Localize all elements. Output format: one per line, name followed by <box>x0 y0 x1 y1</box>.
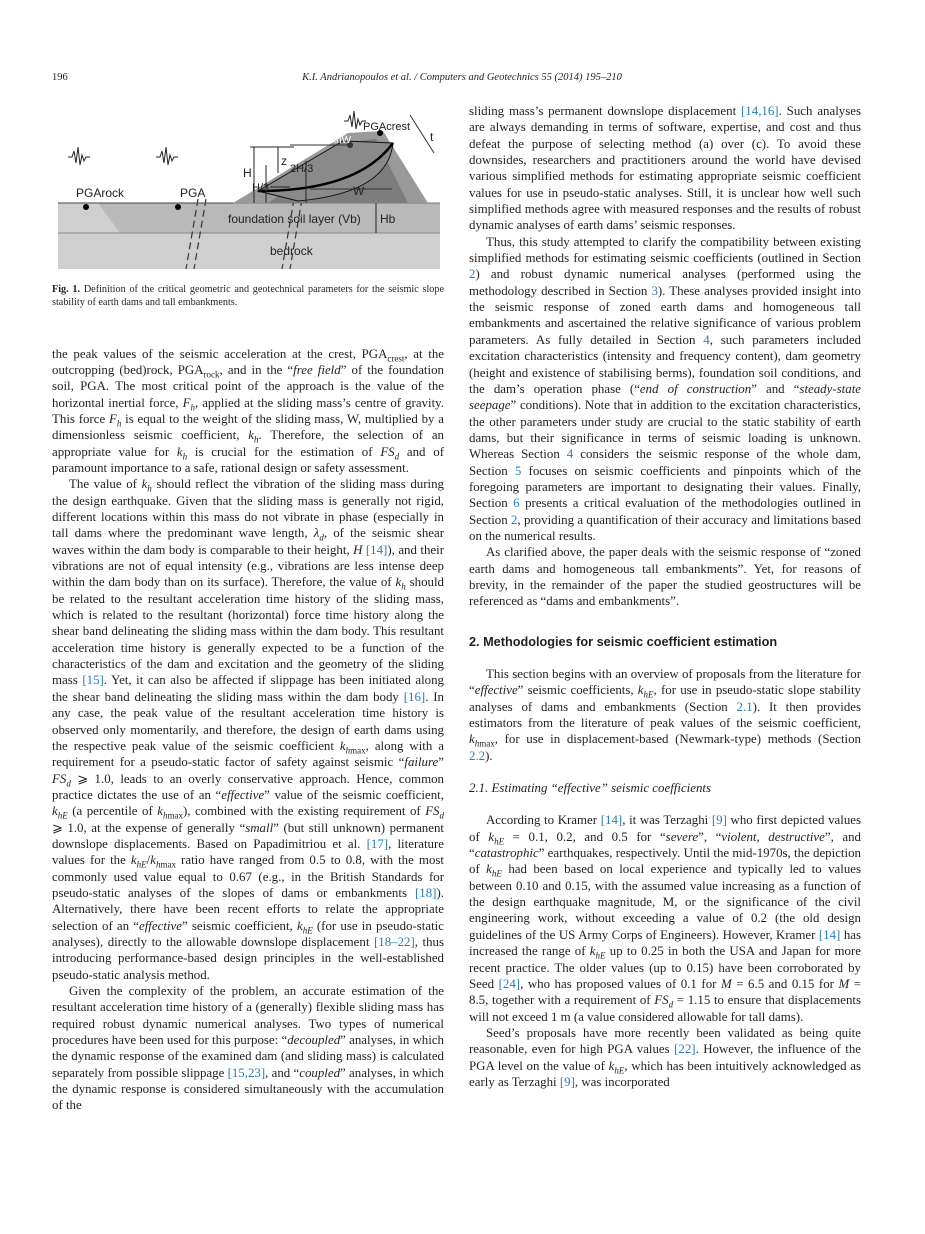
label-h: H <box>243 166 252 180</box>
label-w: W <box>353 184 365 198</box>
label-pga-rock: PGArock <box>76 186 125 200</box>
caption-label: Fig. 1. <box>52 284 81 295</box>
label-z: z <box>281 154 287 168</box>
subsection-heading: 2.1. Estimating “effective” seismic coefficients <box>469 781 712 796</box>
paragraph: This section begins with an overview of proposals from the literature for “effective” seismic coefficients, $k_{hE}$, for use in pseudo-static slope stability analyses of dams and embankments (Section 2.1). It then provides estimators from the literature of peak values of the seismic coefficient, $k_{hmax}$, for use in displacement-based (Newmark-type) methods (Section 2.2). <box>469 667 861 763</box>
paragraph: Thus, this study attempted to clarify the compatibility between existing simplified methods for estimating seismic coefficients (outlined in Section 2) and robust dynamic numerical analyses (performed using the methodology described in Section 3). These analyses provided insight into the seismic response of zoned earth dams and homogeneous tall embankments and ascertained the relative significance of various problem parameters. As fully detailed in Section 4, such parameters included excitation characteristics (intensity and frequency content), dam geometry (height and existence of stabilising berms), foundation soil conditions, and the dam’s operation phase (“end of construction” and “steady-state seepage” conditions). Note that in addition to the excitation characteristics, the other parameters under study are crucial to the static stability of earth dams, but their significance in terms of seismic loading is unknown. Whereas Section 4 considers the seismic response of the whole dam, Section 5 focuses on seismic coefficients and pinpoints which of the foregoing parameters are important to designating their values. Finally, Section 6 presents a critical evaluation of the methodologies outlined in Section 2, providing a quantification of their accuracy and limitations based on the numerical results. <box>469 234 862 543</box>
section-heading: 2. Methodologies for seismic coefficient estimation <box>469 634 778 649</box>
figure-caption <box>52 283 444 310</box>
paragraph: The value of $k_h$ should reflect the vibration of the sliding mass during the design earthquake. Given that the sliding mass is generally not rigid, different locations within this mass do not vibrate in phase (especially in tall dams where the predominant wave length, $\lambda_d$, of the seismic shear waves within the dam body is comparable to their height, H [14]), and their vibrations are not of equal intensity (e.g., vibrations are less intense deep within the dam body than on its surface). Therefore, the value of $k_h$ should be related to the resultant acceleration time history of the sliding mass, which is related to the resultant (horizontal) force time history along the shear band delineating the sliding mass within the dam body. This resultant acceleration time history is generally expected to be a function of the characteristics of the dam and excitation and the geometry of the sliding mass [15]. Yet, it can also be affected if slippage has been initiated along the shear band delineating the sliding mass within the dam body [16]. In any case, the peak value of the resultant acceleration time history is observed only momentarily, and therefore, the design of earth dams using the respective peak value of the seismic coefficient $k_{hmax}$, along with a requirement for a pseudo-static factor of safety against seismic “failure” $FS_d$ ⩾ 1.0, leads to an overly conservative approach. Hence, common practice dictates the use of an “effective” value of the seismic coefficient, $k_{hE}$ (a percentile of $k_{hmax}$), combined with the existing requirement of $FS_d$ ⩾ 1.0, at the expense of generally “small” (but still unknown) permanent downslope displacements. Based on Papadimitriou et al. [17], literature values for the $k_{hE}/k_{hmax}$ ratio have ranged from 0.5 to 0.8, with the most commonly used value equal to 0.67 (e.g., in the British Standards for pseudo-static analyses of the slopes of dams or embankments [18]). Alternatively, there have been recent efforts to relate the appropriate selection of an “effective” seismic coefficient, $k_{hE}$ (for use in pseudo-static analyses), directly to the allowable downslope displacement [18–22], thus introducing performance-based design principles in the well-established pseudo-static analysis method. <box>52 477 445 982</box>
left-column <box>52 103 444 1114</box>
figure-1 <box>58 103 440 269</box>
label-h3: H/3 <box>252 182 270 194</box>
paragraph: According to Kramer [14], it was Terzaghi [9] who first depicted values of $k_{hE} = 0.1$, 0.2, and 0.5 for “severe”, “violent, destructive”, and “catastrophic” earthquakes, respectively. Until the mid-1970s, the depiction of $k_{hE}$ had been based on local experience and typically led to values between 0.10 and 0.15, with the assumed value increasing as a function of the design earthquake magnitude, M, or the significance of the civil engineering work, without exceeding a value of 0.2 (the old design guidelines of the US Army Corps of Engineers). However, Kramer [14] has increased the range of $k_{hE}$ up to 0.25 in both the USA and Japan for more recent practice. The older values (up to 0.15) have been corroborated by Seed [24], who has proposed values of 0.1 for M = 6.5 and 0.15 for M = 8.5, together with a requirement of $FS_d = 1.15$ to ensure that displacements will not exceed 1 m (a value considered allowable for tall dams). <box>469 813 862 1024</box>
page-header <box>52 72 872 88</box>
running-title: K.I. Andrianopoulos et al. / Computers and Geotechnics 55 (2014) 195–210 <box>302 72 622 83</box>
paragraph: sliding mass’s permanent downslope displacement [14,16]. Such analyses are always demanding in terms of software, expertise, and cost and thus defeat the purpose of selecting method (a) over (c). To avoid these downsides, researchers and practitioners around the world have devised various simplified methods for estimating appropriate seismic coefficient values for use in pseudo-static analyses. Still, it is unclear how well such simplified methods agree with measured responses and the results of robust dynamic analyses of earth dams’ seismic responses. <box>469 104 861 233</box>
bedrock-shape <box>58 233 440 269</box>
paragraph: the peak values of the seismic acceleration at the crest, $PGA_{crest}$, at the outcropping (bed)rock, $PGA_{rock}$, and in the “free field” of the foundation soil, PGA. The most critical point of the approach is the value of the horizontal inertial force, $F_h$, applied at the sliding mass’s centre of gravity. This force $F_h$ is equal to the weight of the sliding mass, W, multiplied by a dimensionless seismic coefficient, $k_h$. Therefore, the selection of an appropriate value for $k_h$ is crucial for the estimation of $FS_d$ and of paramount importance to a safe, rational design or safety assessment. <box>52 346 444 475</box>
caption-text: Definition of the critical geometric and geotechnical parameters for the seismic slope stability of earth dams and tall embankments. <box>52 284 445 309</box>
paragraph: Seed’s proposals have more recently been validated as being quite reasonable, even for high PGA values [22]. However, the influence of the PGA level on the value of $k_{hE}$, which has been intuitively acknowledged as early as Terzaghi [9], was incorporated <box>469 1025 861 1089</box>
label-hb: Hb <box>380 212 396 226</box>
label-t: t <box>430 130 434 144</box>
paragraph: As clarified above, the paper deals with the seismic response of “zoned earth dams and homogeneous tall embankments”. Yet, for reasons of brevity, in the remainder of the paper the studied geostructures will be referenced as “dams and embankments”. <box>469 545 861 609</box>
label-pga-crest: PGAcrest <box>363 121 411 133</box>
paragraph: Given the complexity of the problem, an accurate estimation of the resultant acceleration time history of a (generally) flexible sliding mass has required robust dynamic numerical analyses. Two types of numerical procedures have been used for this purpose: “decoupled” analyses, in which the dynamic response of the examined dam (and sliding mass) is calculated separately from possible slippage [15,23], and “coupled” analyses, in which the dynamic response is considered simultaneously with the accumulation of the <box>52 984 444 1113</box>
label-foundation: foundation soil layer (Vb) <box>228 212 361 226</box>
label-2h3: 2H/3 <box>290 163 314 175</box>
label-fh: Fh = khW <box>308 135 352 146</box>
page-number: 196 <box>52 72 68 83</box>
right-column <box>469 103 861 1090</box>
label-pga: PGA <box>180 186 206 200</box>
label-bedrock: bedrock <box>270 244 313 258</box>
